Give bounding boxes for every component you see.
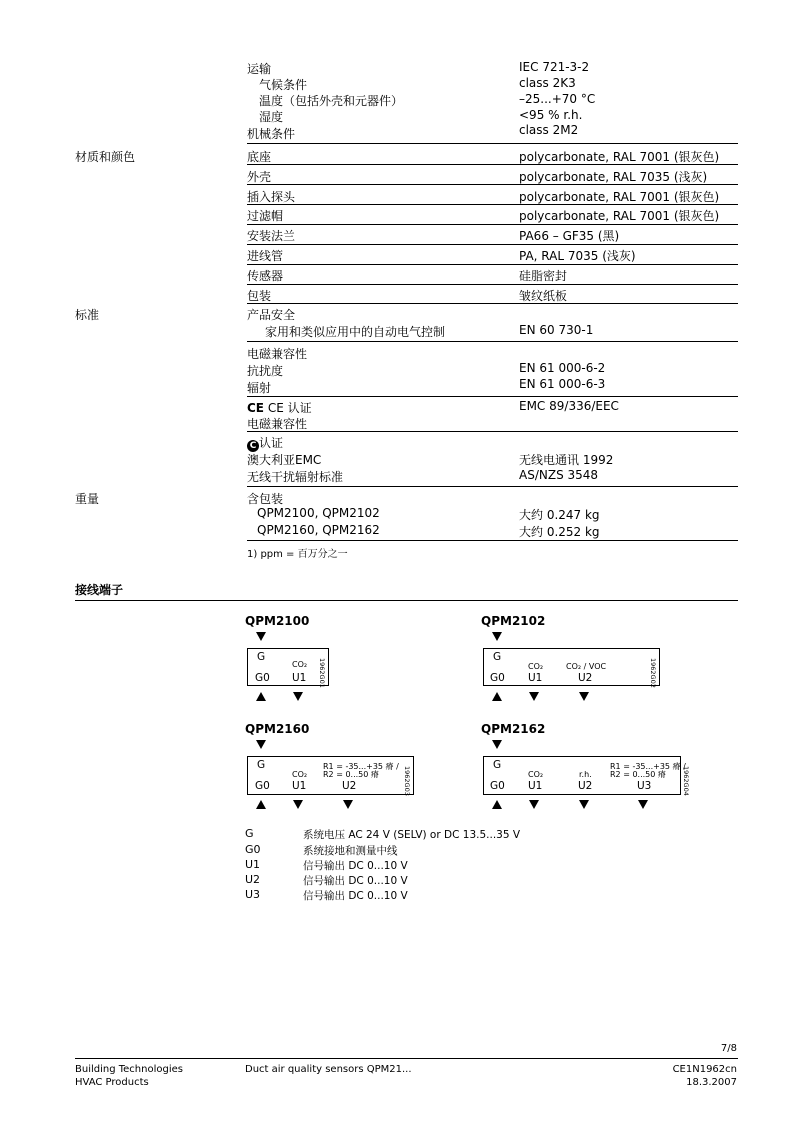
- r2-range: R2 = 0...50 瘠: [610, 770, 666, 779]
- material-row-value: polycarbonate, RAL 7001 (银灰色): [519, 190, 720, 204]
- divider: [247, 284, 738, 285]
- terminal-g: G: [493, 651, 502, 663]
- ce-cert-row: [247, 399, 312, 416]
- footnote: 1) ppm = 百万分之一: [247, 549, 348, 560]
- ctick-cert-row: [247, 434, 283, 452]
- transport-value: IEC 721-3-2: [519, 60, 590, 74]
- footer-doc-no: CE1N1962cn: [672, 1064, 737, 1075]
- footer-doc-title: Duct air quality sensors QPM21...: [245, 1064, 412, 1075]
- diagram-title: QPM2162: [481, 722, 546, 736]
- arrow-up-icon: [492, 692, 502, 701]
- divider: [247, 540, 738, 541]
- climate-value: class 2K3: [519, 76, 576, 90]
- diagram-code: 1962G04: [682, 766, 690, 796]
- legend-text: 信号输出 DC 0...10 V: [303, 875, 408, 887]
- arrow-down-icon: [343, 800, 353, 809]
- diagram-title: QPM2160: [245, 722, 310, 736]
- divider: [247, 224, 738, 225]
- legend-key: U3: [245, 888, 261, 901]
- arrow-down-icon: [492, 740, 502, 749]
- diagram-code: 1962G03: [403, 766, 411, 796]
- arrow-down-icon: [293, 692, 303, 701]
- legend-key: G0: [245, 843, 261, 856]
- temperature-label: 温度（包括外壳和元器件）: [259, 94, 404, 108]
- ce-value: EMC 89/336/EEC: [519, 399, 619, 413]
- terminal-u2: U2: [342, 780, 357, 792]
- household-value: EN 60 730-1: [519, 323, 594, 337]
- divider: [247, 184, 738, 185]
- page-number: 7/8: [720, 1043, 737, 1054]
- climate-label: 气候条件: [259, 78, 308, 92]
- diagram-code: 1962G01: [318, 658, 326, 688]
- terminal-u1: U1: [292, 780, 307, 792]
- arrow-down-icon: [529, 800, 539, 809]
- material-row-label: 底座: [247, 150, 272, 164]
- transport-label: 运输: [247, 62, 272, 76]
- divider: [247, 396, 738, 397]
- divider: [247, 486, 738, 487]
- r1-range: R1 = -35...+35 瘠 /: [610, 762, 686, 771]
- divider: [247, 303, 738, 304]
- legend-text: 信号输出 DC 0...10 V: [303, 890, 408, 902]
- models-a-label: QPM2100, QPM2102: [257, 506, 380, 520]
- material-row-value: PA, RAL 7035 (浅灰): [519, 249, 636, 263]
- material-row-value: polycarbonate, RAL 7001 (银灰色): [519, 150, 720, 164]
- emission-label: 辐射: [247, 381, 272, 395]
- household-label: 家用和类似应用中的自动电气控制: [265, 325, 446, 339]
- weight-section-label: 重量: [75, 492, 100, 506]
- weight-b-value: 大约 0.252 kg: [519, 525, 600, 539]
- ce-emc-label: 电磁兼容性: [247, 417, 308, 431]
- terminal-g: G: [493, 759, 502, 771]
- mechanical-value: class 2M2: [519, 123, 579, 137]
- arrow-down-icon: [529, 692, 539, 701]
- diagram-title: QPM2100: [245, 614, 310, 628]
- ctick-mark-icon: C: [247, 440, 259, 452]
- co2-label: CO₂: [528, 662, 544, 671]
- material-row-value: polycarbonate, RAL 7035 (浅灰): [519, 170, 708, 184]
- rh-label: r.h.: [579, 770, 592, 779]
- terminal-g0: G0: [490, 672, 505, 684]
- arrow-down-icon: [293, 800, 303, 809]
- terminals-heading: 接线端子: [75, 583, 124, 597]
- ce-cert-label: CE 认证: [267, 401, 312, 415]
- material-row-label: 过滤帽: [247, 209, 284, 223]
- terminal-u2: U2: [578, 672, 593, 684]
- co2-label: CO₂: [528, 770, 544, 779]
- divider: [247, 204, 738, 205]
- footer-rule: [75, 1058, 738, 1059]
- humidity-value: <95 % r.h.: [519, 108, 583, 122]
- material-row-label: 进线管: [247, 249, 284, 263]
- legend-key: G: [245, 827, 254, 840]
- co2-label: CO₂: [292, 660, 308, 669]
- legend-text: 信号输出 DC 0...10 V: [303, 860, 408, 872]
- immunity-label: 抗扰度: [247, 364, 284, 378]
- diagram-code: 1962G02: [649, 658, 657, 688]
- divider: [247, 164, 738, 165]
- immunity-value: EN 61 000-6-2: [519, 361, 606, 375]
- co2-voc-label: CO₂ / VOC: [566, 662, 607, 671]
- standards-section-label: 标准: [75, 308, 100, 322]
- mechanical-label: 机械条件: [247, 127, 296, 141]
- arrow-down-icon: [256, 740, 266, 749]
- arrow-down-icon: [492, 632, 502, 641]
- ce-mark-icon: CE: [247, 401, 265, 415]
- legend-text: 系统接地和测量中线: [303, 845, 398, 857]
- material-row-label: 传感器: [247, 269, 284, 283]
- emc-label: 电磁兼容性: [247, 347, 308, 361]
- terminal-g: G: [257, 759, 266, 771]
- product-safety-label: 产品安全: [247, 308, 296, 322]
- terminal-g0: G0: [255, 672, 270, 684]
- materials-section-label: 材质和颜色: [75, 150, 136, 164]
- divider: [247, 341, 738, 342]
- material-row-label: 外壳: [247, 170, 272, 184]
- material-row-label: 包装: [247, 289, 272, 303]
- arrow-down-icon: [256, 632, 266, 641]
- terminal-u1: U1: [528, 780, 543, 792]
- footer-company-1: Building Technologies: [75, 1064, 183, 1075]
- legend-text: 系统电压 AC 24 V (SELV) or DC 13.5...35 V: [303, 829, 521, 841]
- material-row-value: 硅脂密封: [519, 269, 568, 283]
- arrow-up-icon: [256, 800, 266, 809]
- r2-range: R2 = 0...50 瘠: [323, 770, 379, 779]
- arrow-up-icon: [256, 692, 266, 701]
- arrow-down-icon: [638, 800, 648, 809]
- divider: [247, 143, 738, 144]
- radio-label: 无线干扰辐射标准: [247, 470, 344, 484]
- terminal-u1: U1: [528, 672, 543, 684]
- legend-key: U1: [245, 858, 261, 871]
- divider: [247, 244, 738, 245]
- material-row-value: polycarbonate, RAL 7001 (银灰色): [519, 209, 720, 223]
- footer-company-2: HVAC Products: [75, 1077, 149, 1088]
- ctick-cert-label: 认证: [259, 436, 284, 450]
- diagram-title: QPM2102: [481, 614, 546, 628]
- footer-date: 18.3.2007: [686, 1077, 737, 1088]
- emission-value: EN 61 000-6-3: [519, 377, 606, 391]
- r1-range: R1 = -35...+35 瘠 /: [323, 762, 399, 771]
- humidity-label: 湿度: [259, 110, 284, 124]
- legend-key: U2: [245, 873, 261, 886]
- radio-value: AS/NZS 3548: [519, 468, 599, 482]
- material-row-label: 插入探头: [247, 190, 296, 204]
- arrow-up-icon: [492, 800, 502, 809]
- terminal-g0: G0: [255, 780, 270, 792]
- terminal-u3: U3: [637, 780, 652, 792]
- terminal-u2: U2: [578, 780, 593, 792]
- divider: [247, 264, 738, 265]
- co2-label: CO₂: [292, 770, 308, 779]
- divider: [247, 431, 738, 432]
- material-row-value: PA66 – GF35 (黑): [519, 229, 620, 243]
- heading-rule: [75, 600, 738, 601]
- terminal-g0: G0: [490, 780, 505, 792]
- aus-emc-label: 澳大利亚EMC: [247, 453, 322, 467]
- terminal-u1: U1: [292, 672, 307, 684]
- terminal-g: G: [257, 651, 266, 663]
- aus-emc-value: 无线电通讯 1992: [519, 453, 614, 467]
- incl-pack-label: 含包装: [247, 492, 284, 506]
- material-row-label: 安装法兰: [247, 229, 296, 243]
- arrow-down-icon: [579, 800, 589, 809]
- material-row-value: 皱纹纸板: [519, 289, 568, 303]
- arrow-down-icon: [579, 692, 589, 701]
- weight-a-value: 大约 0.247 kg: [519, 508, 600, 522]
- temperature-value: –25...+70 °C: [519, 92, 596, 106]
- models-b-label: QPM2160, QPM2162: [257, 523, 380, 537]
